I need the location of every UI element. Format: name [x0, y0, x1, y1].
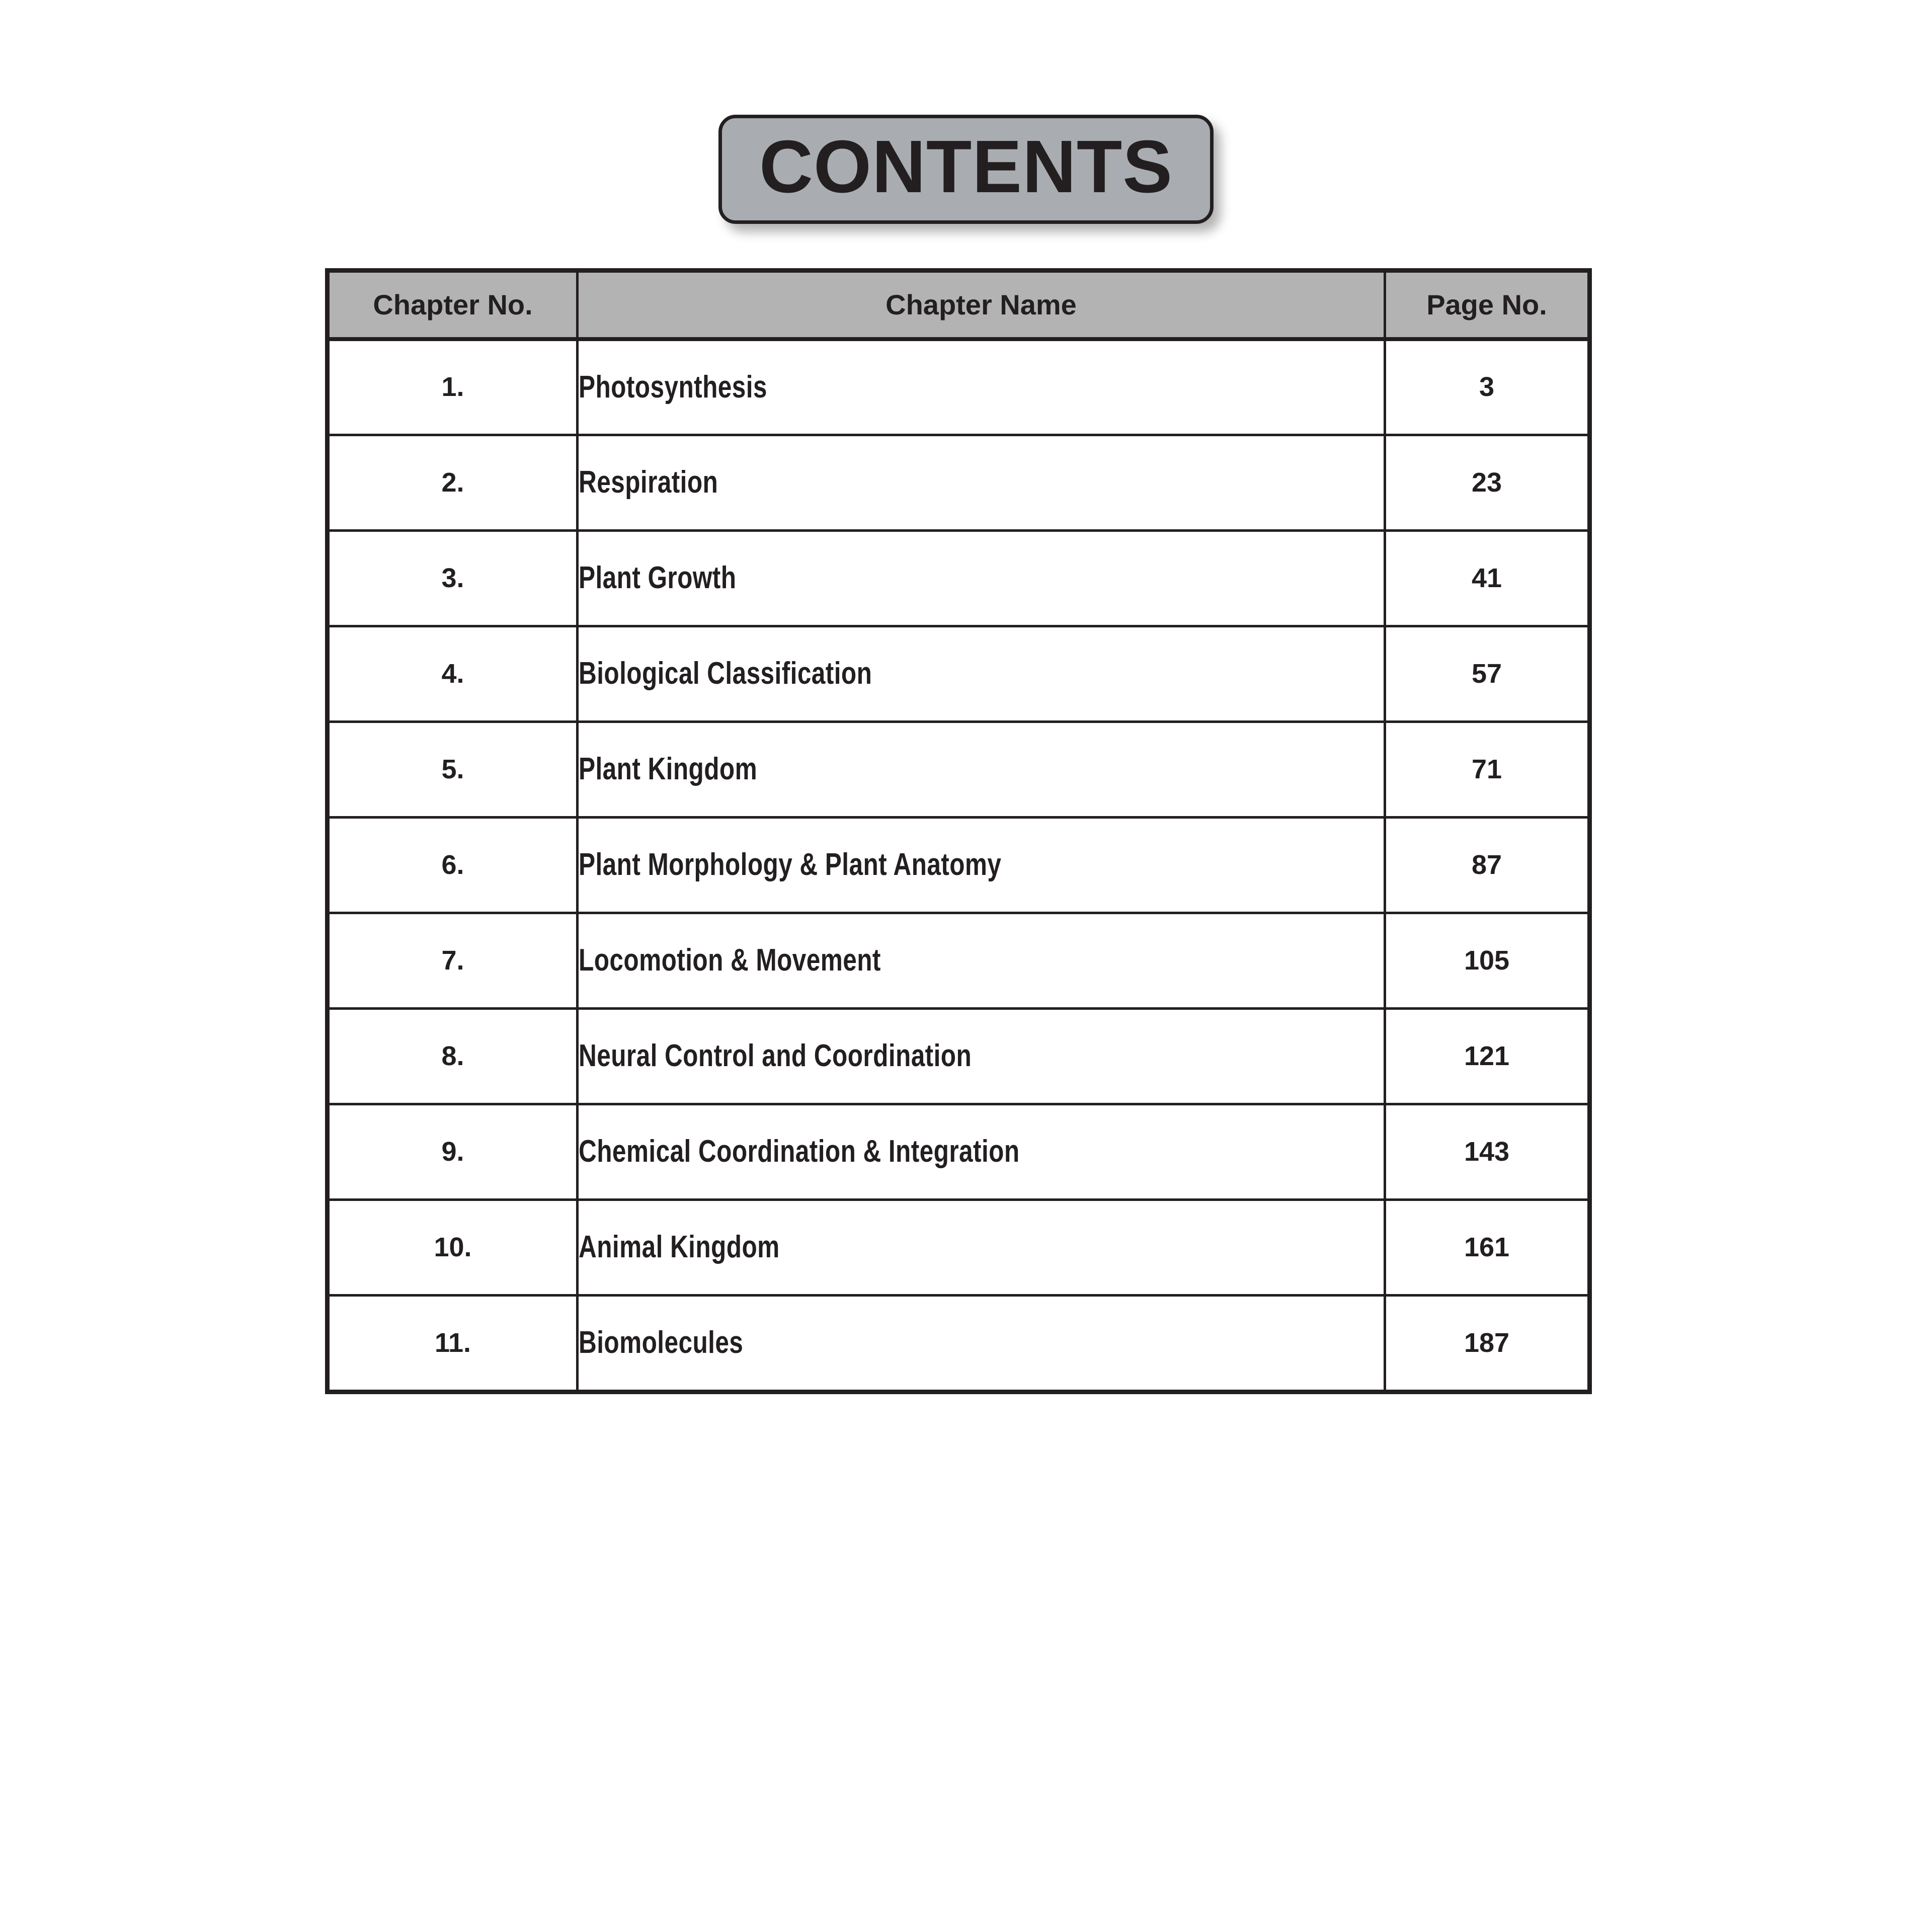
cell-page-no — [1385, 435, 1589, 530]
column-header-chapter-name — [578, 272, 1385, 340]
chapter-name-value: Animal Kingdom — [579, 1230, 780, 1265]
cell-chapter-no — [329, 817, 578, 913]
chapter-no-value: 2. — [441, 467, 464, 498]
table-row[interactable] — [329, 435, 1589, 530]
table-row[interactable] — [329, 1104, 1589, 1199]
cell-page-no — [1385, 1295, 1589, 1391]
chapter-name-value: Plant Growth — [579, 560, 737, 596]
cell-chapter-name — [578, 530, 1385, 626]
page-title-container — [0, 115, 1932, 224]
page-no-value: 143 — [1464, 1136, 1510, 1167]
chapter-no-value: 5. — [441, 754, 464, 784]
cell-chapter-name — [578, 1199, 1385, 1295]
table-row[interactable] — [329, 1295, 1589, 1391]
chapter-name-value: Photosynthesis — [579, 370, 767, 405]
column-header-chapter-no-label: Chapter No. — [373, 288, 533, 320]
table-row[interactable] — [329, 817, 1589, 913]
chapter-name-value: Plant Kingdom — [579, 752, 758, 787]
chapter-no-value: 9. — [441, 1136, 464, 1167]
cell-chapter-no — [329, 1295, 578, 1391]
cell-chapter-no — [329, 1199, 578, 1295]
page-title: CONTENTS — [759, 125, 1173, 208]
table-row[interactable] — [329, 1199, 1589, 1295]
page-no-value: 71 — [1471, 754, 1502, 784]
cell-page-no — [1385, 1199, 1589, 1295]
page-no-value: 87 — [1471, 849, 1502, 880]
cell-chapter-name — [578, 1104, 1385, 1199]
chapter-no-value: 1. — [441, 372, 464, 403]
cell-chapter-no — [329, 339, 578, 435]
cell-chapter-no — [329, 435, 578, 530]
cell-chapter-name — [578, 435, 1385, 530]
cell-page-no — [1385, 1104, 1589, 1199]
cell-chapter-no — [329, 721, 578, 817]
contents-title-badge — [718, 115, 1214, 224]
cell-chapter-name — [578, 913, 1385, 1008]
cell-chapter-name — [578, 339, 1385, 435]
chapter-name-value: Neural Control and Coordination — [579, 1038, 972, 1074]
page-no-value: 187 — [1464, 1327, 1510, 1358]
chapter-no-value: 7. — [441, 945, 464, 976]
cell-chapter-no — [329, 913, 578, 1008]
cell-page-no — [1385, 817, 1589, 913]
chapter-name-value: Biomolecules — [579, 1325, 744, 1360]
chapter-no-value: 3. — [441, 562, 464, 593]
chapter-no-value: 8. — [441, 1040, 464, 1071]
cell-page-no — [1385, 626, 1589, 721]
column-header-page-no-label: Page No. — [1426, 288, 1547, 320]
cell-chapter-no — [329, 530, 578, 626]
page-no-value: 3 — [1479, 372, 1495, 403]
chapter-no-value: 11. — [434, 1327, 471, 1358]
chapter-name-value: Respiration — [579, 465, 718, 500]
page-no-value: 161 — [1464, 1232, 1510, 1262]
page-no-value: 105 — [1464, 945, 1510, 976]
chapter-no-value: 4. — [441, 658, 464, 689]
cell-chapter-name — [578, 1295, 1385, 1391]
cell-chapter-name — [578, 817, 1385, 913]
chapter-name-value: Biological Classification — [579, 656, 872, 691]
column-header-page-no — [1385, 272, 1589, 340]
toc-table — [327, 270, 1590, 1392]
table-row[interactable] — [329, 721, 1589, 817]
cell-chapter-no — [329, 1008, 578, 1104]
chapter-name-value: Locomotion & Movement — [579, 943, 881, 978]
cell-chapter-name — [578, 626, 1385, 721]
cell-page-no — [1385, 530, 1589, 626]
chapter-name-value: Chemical Coordination & Integration — [579, 1134, 1020, 1169]
page-no-value: 41 — [1471, 562, 1502, 593]
cell-page-no — [1385, 339, 1589, 435]
cell-chapter-no — [329, 626, 578, 721]
table-row[interactable] — [329, 913, 1589, 1008]
table-of-contents — [327, 270, 1587, 1392]
cell-page-no — [1385, 1008, 1589, 1104]
chapter-name-value: Plant Morphology & Plant Anatomy — [579, 847, 1002, 882]
table-row[interactable] — [329, 626, 1589, 721]
table-row[interactable] — [329, 339, 1589, 435]
toc-table-head — [329, 272, 1589, 340]
page-no-value: 23 — [1471, 467, 1502, 498]
cell-page-no — [1385, 721, 1589, 817]
cell-chapter-name — [578, 1008, 1385, 1104]
toc-table-body — [329, 339, 1589, 1391]
table-row[interactable] — [329, 1008, 1589, 1104]
column-header-chapter-name-label: Chapter Name — [886, 288, 1077, 320]
cell-chapter-no — [329, 1104, 578, 1199]
page-no-value: 121 — [1464, 1040, 1510, 1071]
column-header-chapter-no — [329, 272, 578, 340]
chapter-no-value: 6. — [441, 849, 464, 880]
table-row[interactable] — [329, 530, 1589, 626]
page-no-value: 57 — [1471, 658, 1502, 689]
cell-chapter-name — [578, 721, 1385, 817]
cell-page-no — [1385, 913, 1589, 1008]
toc-header-row — [329, 272, 1589, 340]
chapter-no-value: 10. — [434, 1232, 472, 1262]
